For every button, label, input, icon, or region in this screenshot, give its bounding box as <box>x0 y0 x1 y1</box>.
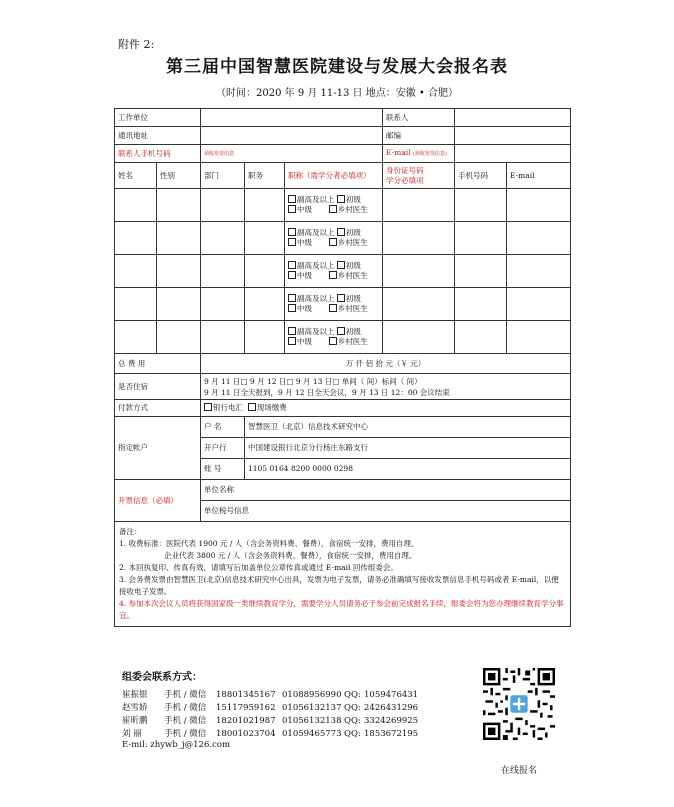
postcode-field[interactable] <box>455 127 571 145</box>
postcode-label: 邮编 <box>383 127 455 145</box>
attendee-name-field[interactable] <box>115 288 157 321</box>
invoice-label: 开票信息（必填） <box>115 480 201 522</box>
title-options[interactable]: 副高及以上 初级 中级 乡村医生 <box>285 288 383 321</box>
attendee-phone-field[interactable] <box>455 222 507 255</box>
contact-person-label: 联系人 <box>383 109 455 127</box>
checkbox[interactable] <box>337 195 345 203</box>
checkbox[interactable] <box>248 403 256 411</box>
attendee-dept-field[interactable] <box>201 255 245 288</box>
acct-no-value: 1105 0164 8200 0000 0298 <box>245 459 571 480</box>
title-options[interactable]: 副高及以上 初级 中级 乡村医生 <box>285 321 383 354</box>
attendee-email-field[interactable] <box>507 189 571 222</box>
attendee-phone-field[interactable] <box>455 189 507 222</box>
attendee-idcard-field[interactable] <box>383 321 455 354</box>
header-dept: 部门 <box>201 163 245 189</box>
attendee-idcard-field[interactable] <box>383 288 455 321</box>
email-label: E-mail (须收发票信息) <box>383 145 455 163</box>
attendee-row <box>115 255 571 288</box>
acct-name-value: 智慧医卫（北京）信息技术研究中心 <box>245 417 571 438</box>
checkbox[interactable] <box>288 294 296 302</box>
checkbox[interactable] <box>288 228 296 236</box>
attendee-name-field[interactable] <box>115 255 157 288</box>
checkbox[interactable] <box>288 261 296 269</box>
attendee-row <box>115 189 571 222</box>
contact-row: 刘 丽 手机 / 微信 18001023704 01059465773 QQ: 1853672195 <box>122 729 419 739</box>
attendee-dept-field[interactable] <box>201 321 245 354</box>
checkbox[interactable] <box>288 205 296 213</box>
attendee-email-field[interactable] <box>507 288 571 321</box>
registration-form <box>114 108 571 627</box>
attendee-row <box>115 222 571 255</box>
contact-row: 崔振银 手机 / 微信 18801345167 01088956990 QQ: 1059476431 <box>122 690 419 700</box>
title-options[interactable]: 副高及以上 初级 中级 乡村医生 <box>285 222 383 255</box>
header-gender: 性别 <box>157 163 201 189</box>
work-unit-field[interactable] <box>201 109 383 127</box>
pay-onsite-option[interactable]: 现场缴费 <box>256 403 287 412</box>
contact-phone-label: 联系人手机号码 <box>115 145 201 163</box>
attendee-position-field[interactable] <box>245 288 285 321</box>
attendee-gender-field[interactable] <box>157 222 201 255</box>
checkbox[interactable] <box>337 327 345 335</box>
attendee-email-field[interactable] <box>507 222 571 255</box>
invoice-tax-field[interactable]: 单位税号信息 <box>201 501 571 522</box>
header-email: E-mail <box>507 163 571 189</box>
checkbox[interactable] <box>204 403 212 411</box>
acct-no-label: 账 号 <box>201 459 245 480</box>
contact-row: 赵雪娇 手机 / 微信 15117959162 01056132137 QQ: 2426431296 <box>122 703 419 713</box>
header-title: 职称（需学分者必填项） <box>285 163 383 189</box>
form-subtitle: （时间：2020 年 9 月 11-13 日 地点：安徽 • 合肥） <box>216 88 458 99</box>
stay-label: 是否住宿 <box>115 374 201 400</box>
checkbox[interactable] <box>329 238 337 246</box>
form-title: 第三届中国智慧医院建设与发展大会报名表 <box>166 57 508 77</box>
attendee-dept-field[interactable] <box>201 189 245 222</box>
header-name: 姓名 <box>115 163 157 189</box>
checkbox[interactable] <box>329 271 337 279</box>
contact-person-field[interactable] <box>455 109 571 127</box>
checkbox[interactable] <box>288 304 296 312</box>
attendee-gender-field[interactable] <box>157 189 201 222</box>
checkbox[interactable] <box>329 337 337 345</box>
stay-options[interactable] <box>201 374 571 400</box>
attendee-position-field[interactable] <box>245 321 285 354</box>
note-2: 2. 本回执复印、传真有效，请填写后加盖单位公章传真或通过 E-mail 回传组委会。 <box>119 563 398 572</box>
pay-options <box>201 400 571 417</box>
attendee-idcard-field[interactable] <box>383 189 455 222</box>
contact-section <box>122 668 418 753</box>
attendee-position-field[interactable] <box>245 255 285 288</box>
fee-field[interactable]: 万 仟 佰 拾 元（￥ 元） <box>201 354 571 374</box>
notes-section <box>115 522 571 627</box>
notes-title: 备注： <box>119 527 142 536</box>
title-options[interactable]: 副高及以上 初级 中级 乡村医生 <box>285 255 383 288</box>
contact-phone-note[interactable]: 须收发票信息 <box>201 145 383 163</box>
attendee-name-field[interactable] <box>115 189 157 222</box>
note-1b: 企业代表 3800 元 / 人（含会务资料费、餐费），食宿统一安排，费用自理。 <box>164 551 417 560</box>
qr-caption: 在线报名 <box>500 766 537 776</box>
title-options[interactable]: 副高及以上 初级 中级 乡村医生 <box>285 189 383 222</box>
attendee-name-field[interactable] <box>115 222 157 255</box>
fee-label: 总 费 用 <box>115 354 201 374</box>
attendee-row <box>115 288 571 321</box>
registration-qr-code[interactable] <box>483 668 555 740</box>
checkbox[interactable] <box>288 238 296 246</box>
attachment-label: 附件 2: <box>118 38 155 51</box>
attendee-email-field[interactable] <box>507 255 571 288</box>
attendee-row <box>115 321 571 354</box>
attendee-email-field[interactable] <box>507 321 571 354</box>
address-field[interactable] <box>201 127 383 145</box>
contact-heading: 组委会联系方式： <box>122 672 202 683</box>
attendee-idcard-field[interactable] <box>383 222 455 255</box>
checkbox[interactable] <box>337 294 345 302</box>
checkbox[interactable] <box>288 195 296 203</box>
contact-row: 崔昕鹏 手机 / 微信 18201021987 01056132138 QQ: 3324269925 <box>122 716 419 726</box>
checkbox[interactable] <box>329 304 337 312</box>
pay-bank-option[interactable]: 银行电汇 <box>213 403 243 412</box>
attendee-gender-field[interactable] <box>157 255 201 288</box>
attendee-position-field[interactable] <box>245 222 285 255</box>
contact-email[interactable]: E-mil: zhywb_j@126.com <box>122 740 231 750</box>
bank-label: 开户行 <box>201 438 245 459</box>
pay-label: 付款方式 <box>115 400 201 417</box>
acct-name-label: 户 名 <box>201 417 245 438</box>
note-4: 4. 参加本次会议人员将获得国家级一类继续教育学分，需要学分人员请务必于参会前完成报名手续，组委会将为您办理继续教育学分事宜。 <box>119 599 564 620</box>
email-field[interactable] <box>455 145 571 163</box>
checkbox[interactable] <box>337 228 345 236</box>
header-phone: 手机号码 <box>455 163 507 189</box>
checkbox[interactable] <box>288 337 296 345</box>
attendee-name-field[interactable] <box>115 321 157 354</box>
checkbox[interactable] <box>288 327 296 335</box>
checkbox[interactable] <box>329 205 337 213</box>
attendee-position-field[interactable] <box>245 189 285 222</box>
attendee-dept-field[interactable] <box>201 288 245 321</box>
header-position: 职务 <box>245 163 285 189</box>
bank-value: 中国建设银行北京分行杨庄东路支行 <box>245 438 571 459</box>
address-label: 通讯地址 <box>115 127 201 145</box>
attendee-phone-field[interactable] <box>455 255 507 288</box>
stay-schedule: 9 月 11 日全天报到，9 月 12 日全天会议，9 月 13 日 12：00 会议结束 <box>204 387 450 397</box>
work-unit-label: 工作单位 <box>115 109 201 127</box>
checkbox[interactable] <box>337 261 345 269</box>
attendee-phone-field[interactable] <box>455 288 507 321</box>
note-3: 3. 会务费发票由智慧医卫(北京)信息技术研究中心出具，发票为电子发票，请务必准确填写接收发票信息手机号码或者 E-mail，以便接收电子发票。 <box>119 575 559 596</box>
stay-dates[interactable]: 9 月 11 日□ 9 月 12 日□ 9 月 13 日□ 单间（ 间）标间（ 间） <box>204 376 422 386</box>
checkbox[interactable] <box>288 271 296 279</box>
note-1: 1. 收费标准：医院代表 1900 元 / 人（含会务资料费、餐费），食宿统一安排，费用自理。 <box>119 539 419 548</box>
attendee-dept-field[interactable] <box>201 222 245 255</box>
attendee-gender-field[interactable] <box>157 321 201 354</box>
attendee-gender-field[interactable] <box>157 288 201 321</box>
attendee-idcard-field[interactable] <box>383 255 455 288</box>
account-label: 指定帐户 <box>115 417 201 480</box>
attendee-phone-field[interactable] <box>455 321 507 354</box>
invoice-name-field[interactable]: 单位名称 <box>201 480 571 501</box>
header-idcard: 身份证号码 学分必填项 <box>383 163 455 189</box>
